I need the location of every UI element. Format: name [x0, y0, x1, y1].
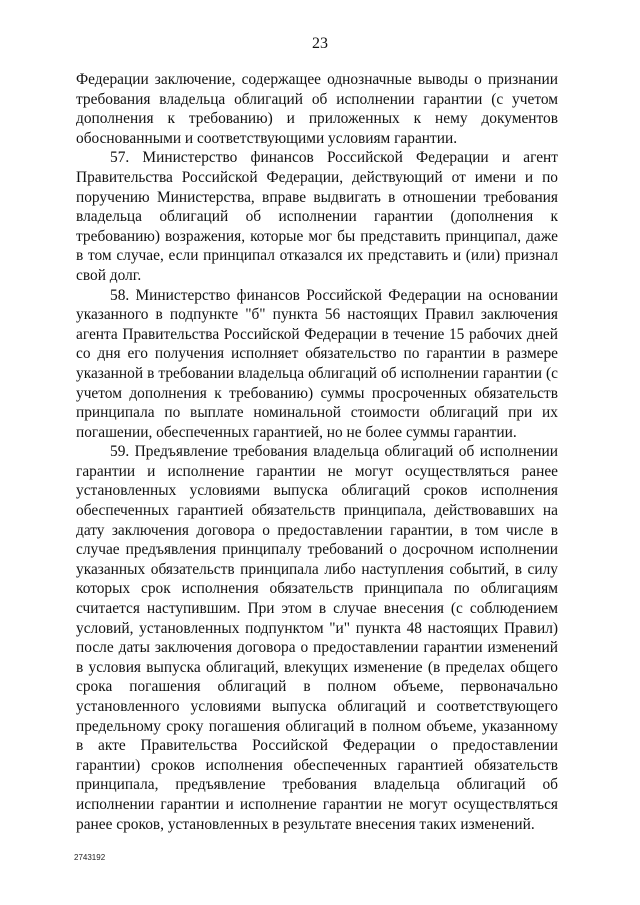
paragraph-57: 57. Министерство финансов Российской Федерации и агент Правительства Российской Федерации, действующий от имени и по поручению Министерства, вправе выдвигать в отношении требования владельца облигаций об исполнении гарантии (дополнения к требованию) возражения, которые мог бы представить принципал, даже в том случае, если принципал отказался их представить и (или) признал свой долг. — [76, 149, 558, 284]
page-number: 23 — [312, 35, 328, 52]
paragraph-59: 59. Предъявление требования владельца облигаций об исполнении гарантии и исполнение гарантии не могут осуществляться ранее установленных условиями выпуска облигаций сроков исполнения обеспеченных гарантией обязательств принципала, действовавших на дату заключения договора о предоставлении гарантии, в том числе в случае предъявления принципалу требований о досрочном исполнении указанных обязательств принципала либо наступления событий, в силу которых срок исполнения обязательств принципала по облигациям считается наступившим. При этом в случае внесения (с соблюдением условий, установленных подпунктом "и" пункта 48 настоящих Правил) после даты заключения договора о предоставлении гарантии изменений в условия выпуска облигаций, влекущих изменение (в пределах общего срока погашения облигаций в полном объеме, первоначально установленного условиями выпуска облигаций и соответствующего предельному сроку погашения облигаций в полном объеме, указанному в акте Правительства Российской Федерации о предоставлении гарантии) сроков исполнения обеспеченных гарантией обязательств принципала, предъявление требования владельца облигаций об исполнении гарантии и исполнение гарантии не могут осуществляться ранее сроков, установленных в результате внесения таких изменений. — [76, 443, 558, 833]
document-code: 2743192 — [74, 853, 106, 862]
paragraph-continuation: Федерации заключение, содержащее однозначные выводы о признании требования владельца облигаций об исполнении гарантии (с учетом дополнения к требованию) и приложенных к нему документов обоснованными и соответствующими условиям гарантии. — [76, 71, 558, 147]
body-text — [76, 70, 558, 834]
paragraph-58: 58. Министерство финансов Российской Федерации на основании указанного в подпункте "б" пункта 56 настоящих Правил заключения агента Правительства Российской Федерации в течение 15 рабочих дней со дня его получения исполняет обязательство по гарантии в размере указанной в требовании владельца облигаций об исполнении гарантии (с учетом дополнения к требованию) суммы просроченных обязательств принципала по выплате номинальной стоимости облигаций при их погашении, обеспеченных гарантией, но не более суммы гарантии. — [76, 286, 558, 441]
